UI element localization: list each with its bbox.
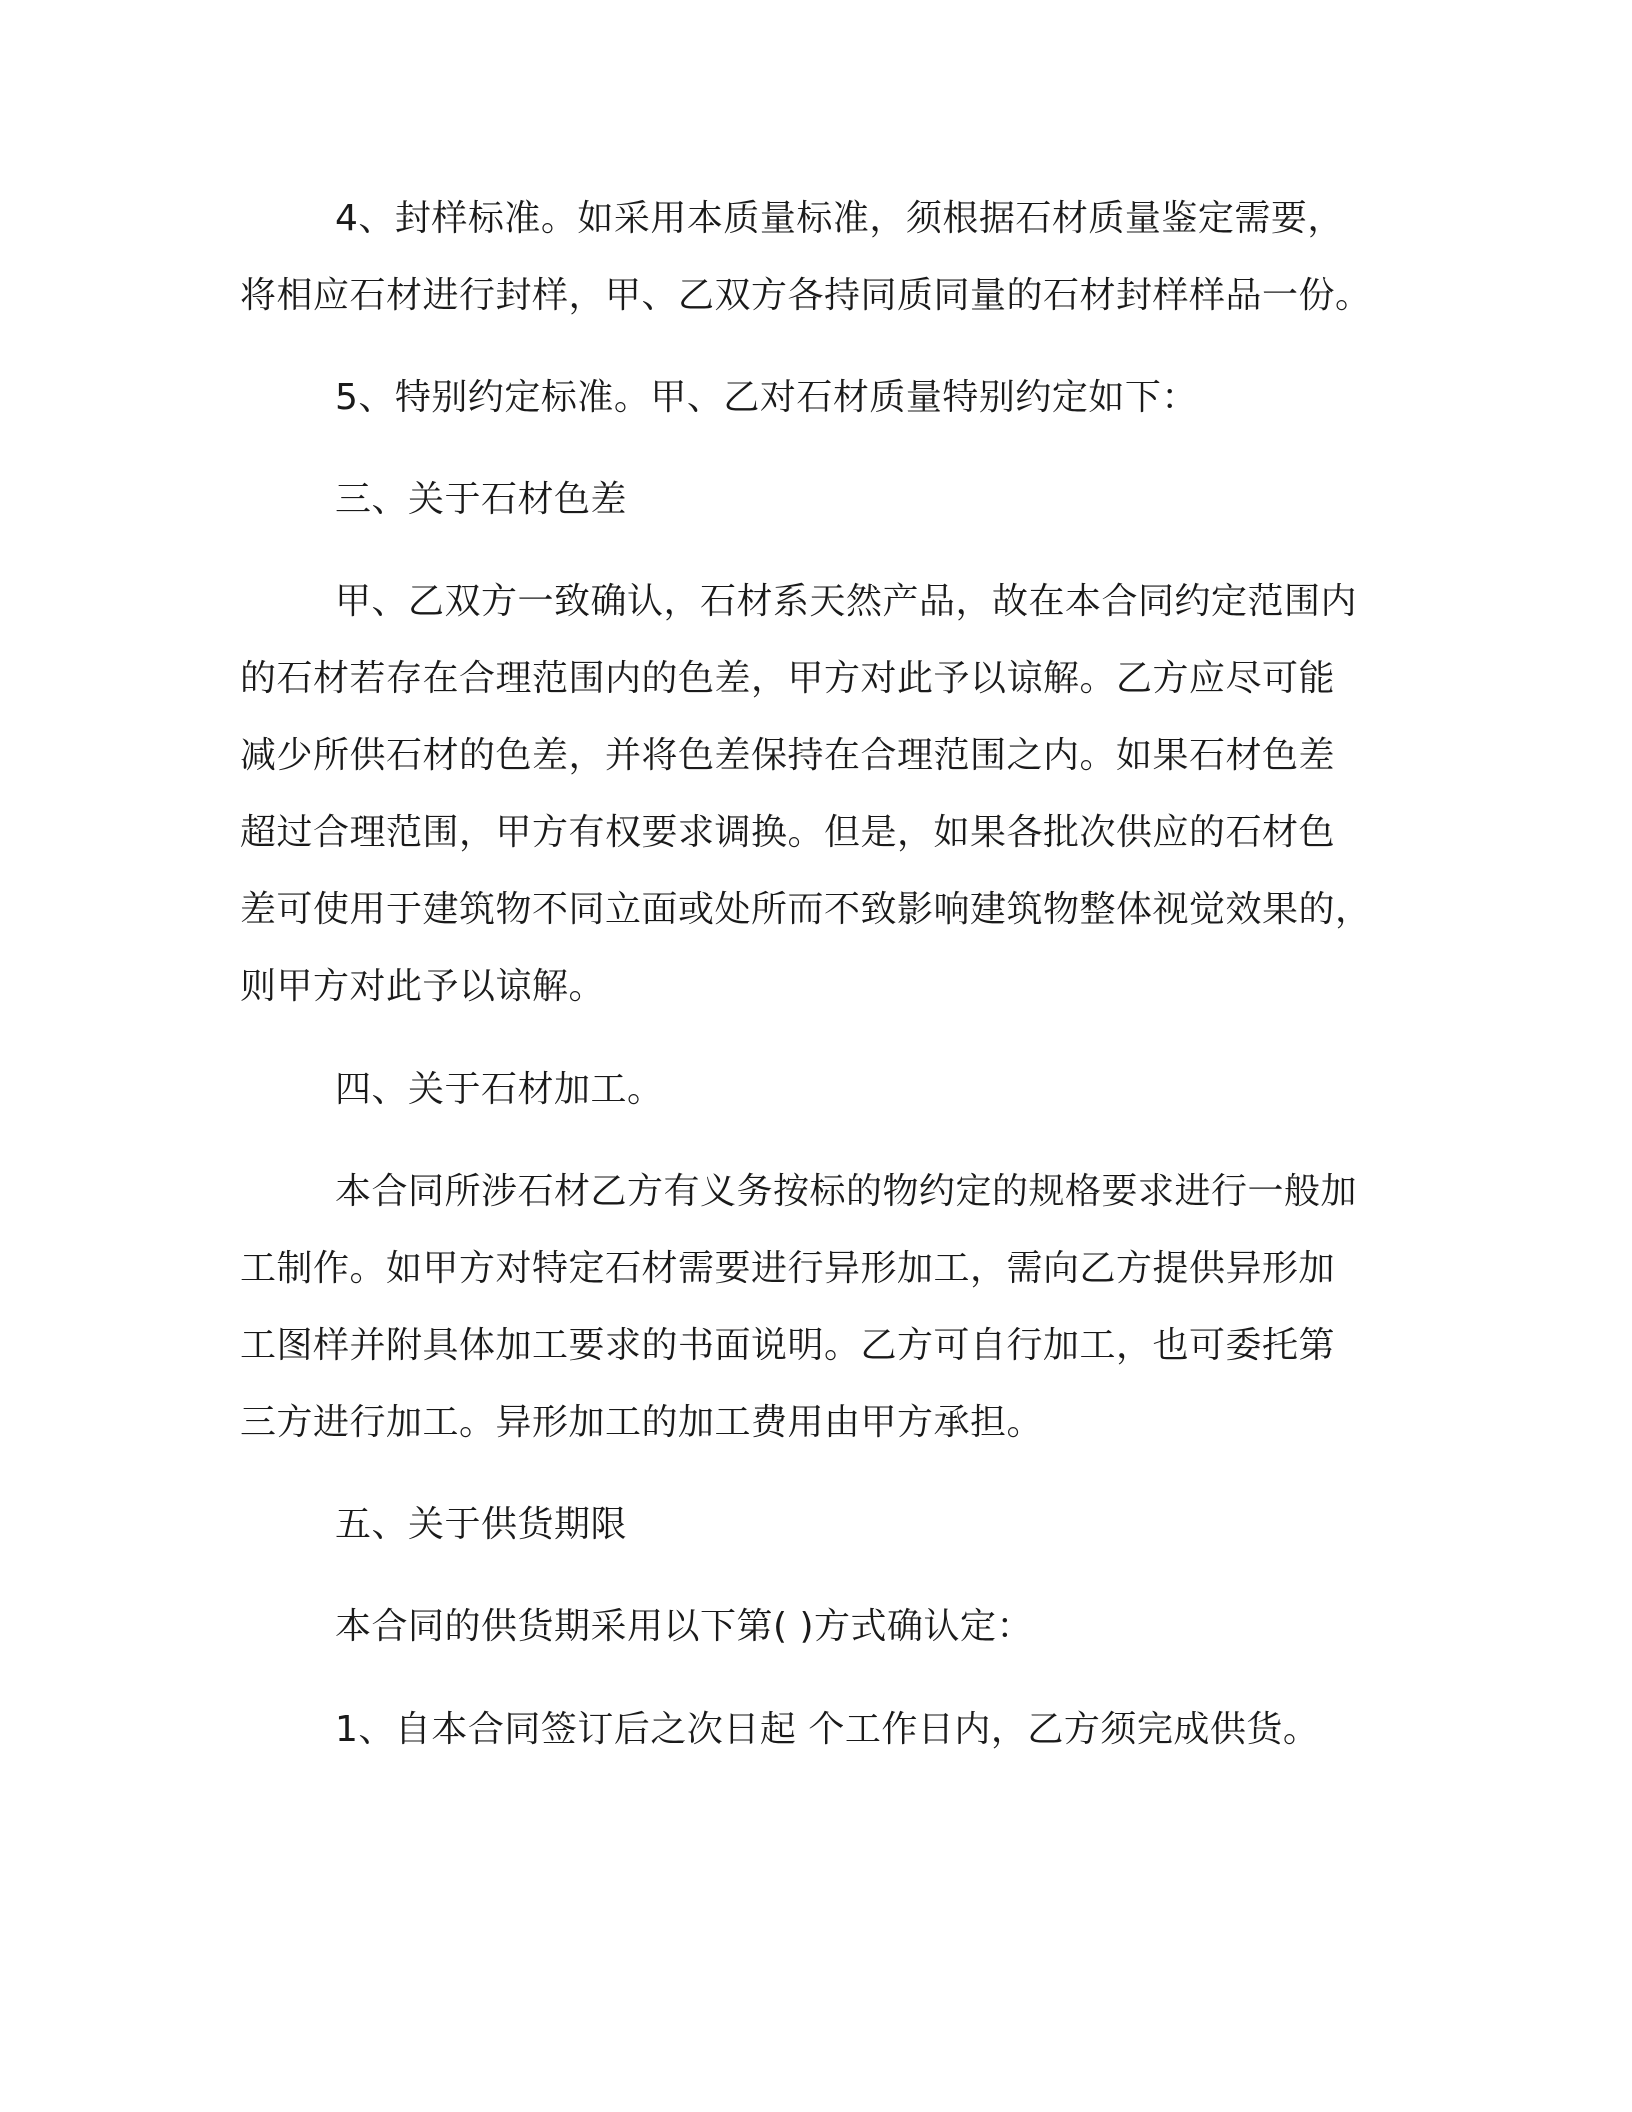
paragraph-line: 三方进行加工。异形加工的加工费用由甲方承担。 [240, 1402, 1044, 1443]
paragraph-line: 1、自本合同签订后之次日起 个工作日内，乙方须完成供货。 [335, 1709, 1320, 1750]
section-heading: 三、关于石材色差 [335, 479, 628, 520]
section-heading: 五、关于供货期限 [335, 1504, 628, 1545]
paragraph-line: 将相应石材进行封样，甲、乙双方各持同质同量的石材封样样品一份。 [240, 275, 1372, 316]
paragraph-line: 则甲方对此予以谅解。 [240, 966, 606, 1007]
paragraph-line: 本合同所涉石材乙方有义务按标的物约定的规格要求进行一般加 [335, 1171, 1358, 1212]
paragraph-line: 5、特别约定标准。甲、乙对石材质量特别约定如下： [335, 377, 1198, 418]
paragraph-line: 的石材若存在合理范围内的色差，甲方对此予以谅解。乙方应尽可能 [240, 658, 1336, 699]
section-heading: 四、关于石材加工。 [335, 1069, 664, 1110]
paragraph-line: 甲、乙双方一致确认，石材系天然产品，故在本合同约定范围内 [335, 581, 1358, 622]
paragraph-line: 工图样并附具体加工要求的书面说明。乙方可自行加工，也可委托第 [240, 1325, 1336, 1366]
paragraph-line: 减少所供石材的色差，并将色差保持在合理范围之内。如果石材色差 [240, 735, 1336, 776]
paragraph-line: 差可使用于建筑物不同立面或处所而不致影响建筑物整体视觉效果的， [240, 889, 1372, 930]
paragraph-line: 工制作。如甲方对特定石材需要进行异形加工，需向乙方提供异形加 [240, 1248, 1336, 1289]
paragraph-line: 本合同的供货期采用以下第( )方式确认定： [335, 1606, 1034, 1647]
paragraph-line: 超过合理范围，甲方有权要求调换。但是，如果各批次供应的石材色 [240, 812, 1336, 853]
paragraph-line: 4、封样标准。如采用本质量标准，须根据石材质量鉴定需要， [335, 198, 1344, 239]
